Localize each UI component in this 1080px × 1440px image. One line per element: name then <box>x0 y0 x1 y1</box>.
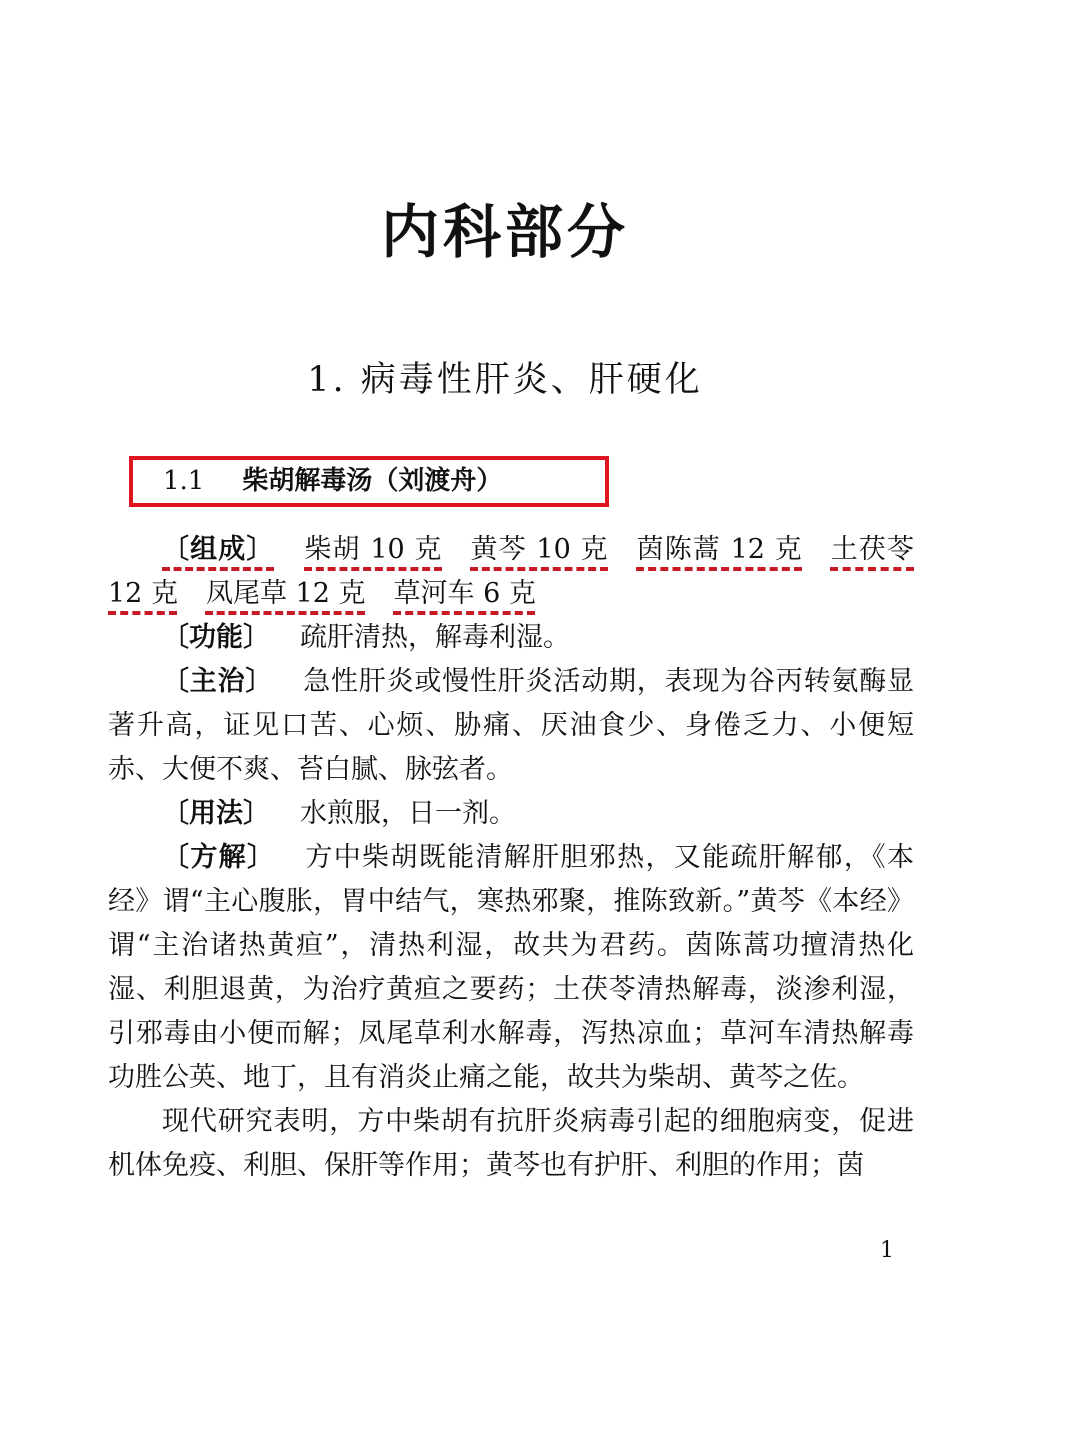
prescription-number: 1.1 <box>163 466 205 496</box>
indication-text: 急性肝炎或慢性肝炎活动期，表现为谷丙转氨酶显著升高，证见口苦、心烦、胁痛、厌油食少、身倦乏力、小便短赤、大便不爽、苔白腻、脉弦者。 <box>108 666 915 785</box>
indication-paragraph <box>108 660 914 792</box>
explanation-paragraph <box>108 836 914 1100</box>
usage-label: 〔用法〕 <box>162 798 270 829</box>
composition-label: 〔组成〕 <box>162 534 275 565</box>
ingredient: 土茯苓 12 克 <box>108 534 914 609</box>
chapter-title: 1. 病毒性肝炎、肝硬化 <box>307 360 703 400</box>
function-text: 疏肝清热，解毒利湿。 <box>300 622 570 653</box>
prescription-name: 柴胡解毒汤（刘渡舟） <box>242 466 503 496</box>
ingredient: 草河车 6 克 <box>393 578 536 609</box>
modern-research-paragraph: 现代研究表明，方中柴胡有抗肝炎病毒引起的细胞病变，促进机体免疫、利胆、保肝等作用；黄芩也有护肝、利胆的作用；茵 <box>108 1106 914 1181</box>
ingredient: 茵陈蒿 12 克 <box>636 534 803 565</box>
ingredient: 凤尾草 12 克 <box>205 578 366 609</box>
highlighted-prescription-heading <box>129 456 609 507</box>
composition-underlined-text <box>108 534 914 609</box>
page-number: 1 <box>880 1238 894 1263</box>
usage-text: 水煎服，日一剂。 <box>300 798 516 829</box>
ingredient: 黄芩 10 克 <box>470 534 609 565</box>
indication-label: 〔主治〕 <box>162 666 274 697</box>
function-paragraph <box>108 616 914 660</box>
section-title: 内科部分 <box>380 198 629 266</box>
usage-paragraph <box>108 792 914 836</box>
prescription-body <box>108 528 914 1188</box>
composition-paragraph <box>108 528 914 616</box>
ingredient: 柴胡 10 克 <box>304 534 443 565</box>
explanation-label: 〔方解〕 <box>162 842 276 873</box>
function-label: 〔功能〕 <box>162 622 270 653</box>
explanation-text: 方中柴胡既能清解肝胆邪热，又能疏肝解郁，《本经》谓“主心腹胀，胃中结气，寒热邪聚，推陈致新。”黄芩《本经》谓“主治诸热黄疸”，清热利湿，故共为君药。茵陈蒿功擅清热化湿、利胆退黄，为治疗黄疸之要药；土茯苓清热解毒，淡渗利湿，引邪毒由小便而解；凤尾草利水解毒，泻热凉血；草河车清热解毒功胜公英、地丁，且有消炎止痛之能，故共为柴胡、黄芩之佐。 <box>108 842 915 1093</box>
